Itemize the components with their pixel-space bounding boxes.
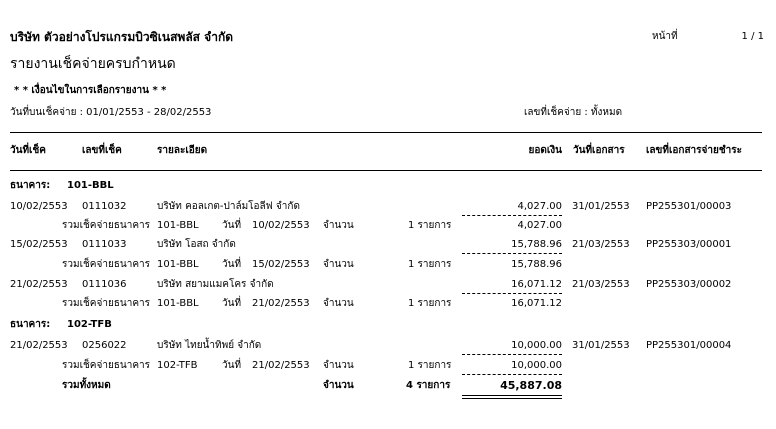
row-payee: บริษัท สยามแมคโคร จำกัด: [157, 279, 274, 290]
cheque-number-filter: เลขที่เช็คจ่าย : ทั้งหมด: [524, 107, 623, 118]
grand-total-label: รวมทั้งหมด: [62, 380, 111, 391]
row-amount: 4,027.00: [517, 201, 562, 212]
subtotal-label: รวมเช็คจ่ายธนาคาร: [62, 360, 151, 371]
subtotal-date-label: วันที่: [222, 360, 242, 371]
subtotal-rule: [462, 215, 562, 216]
subtotal-count: 1 รายการ: [408, 360, 452, 371]
row-document-date: 21/03/2553: [572, 279, 630, 290]
row-cheque-date: 21/02/2553: [10, 340, 68, 351]
condition-header: * * เงื่อนไขในการเลือกรายงาน * *: [14, 85, 167, 96]
grand-total-double-rule-1: [462, 395, 562, 396]
col-cheque-number: เลขที่เช็ค: [82, 145, 122, 156]
col-detail: รายละเอียด: [157, 145, 208, 156]
row-amount: 10,000.00: [511, 340, 562, 351]
subtotal-count-label: จำนวน: [323, 298, 354, 309]
subtotal-count: 1 รายการ: [408, 298, 452, 309]
grand-total-amount: 45,887.08: [500, 379, 562, 392]
bank-code: 102-TFB: [67, 319, 112, 330]
subtotal-date: 10/02/2553: [252, 220, 310, 231]
subtotal-label: รวมเช็คจ่ายธนาคาร: [62, 298, 151, 309]
row-cheque-number: 0256022: [82, 340, 127, 351]
subtotal-rule: [462, 354, 562, 355]
col-amount: ยอดเงิน: [528, 145, 562, 156]
row-amount: 15,788.96: [511, 239, 562, 250]
row-cheque-number: 0111036: [82, 279, 127, 290]
row-cheque-number: 0111033: [82, 239, 127, 250]
subtotal-amount: 10,000.00: [511, 360, 562, 371]
subtotal-date: 21/02/2553: [252, 298, 310, 309]
subtotal-amount: 4,027.00: [517, 220, 562, 231]
date-range-filter: วันที่บนเช็คจ่าย : 01/01/2553 - 28/02/2553: [10, 107, 212, 118]
row-amount: 16,071.12: [511, 279, 562, 290]
row-payee: บริษัท ไทยน้ำทิพย์ จำกัด: [157, 340, 262, 351]
row-cheque-number: 0111032: [82, 201, 127, 212]
subtotal-amount: 15,788.96: [511, 259, 562, 270]
subtotal-rule: [462, 293, 562, 294]
subtotal-date-label: วันที่: [222, 220, 242, 231]
row-document-number: PP255301/00003: [646, 201, 732, 212]
row-payee: บริษัท คอลเกต-ปาล์มโอลีฟ จำกัด: [157, 201, 300, 212]
subtotal-count-label: จำนวน: [323, 360, 354, 371]
col-cheque-date: วันที่เช็ค: [10, 145, 46, 156]
bank-label: ธนาคาร:: [10, 180, 51, 191]
row-cheque-date: 10/02/2553: [10, 201, 68, 212]
subtotal-date-label: วันที่: [222, 298, 242, 309]
grand-total-count-label: จำนวน: [323, 380, 354, 391]
row-document-number: PP255301/00004: [646, 340, 732, 351]
bank-code: 101-BBL: [67, 180, 114, 191]
subtotal-label: รวมเช็คจ่ายธนาคาร: [62, 259, 151, 270]
grand-total-count: 4 รายการ: [406, 380, 451, 391]
row-document-number: PP255303/00002: [646, 279, 732, 290]
subtotal-bank: 101-BBL: [157, 298, 199, 309]
subtotal-date-label: วันที่: [222, 259, 242, 270]
col-document-date: วันที่เอกสาร: [573, 145, 625, 156]
row-cheque-date: 21/02/2553: [10, 279, 68, 290]
row-document-date: 21/03/2553: [572, 239, 630, 250]
subtotal-date: 15/02/2553: [252, 259, 310, 270]
subtotal-date: 21/02/2553: [252, 360, 310, 371]
report-title: รายงานเช็คจ่ายครบกำหนด: [10, 56, 176, 72]
row-document-number: PP255303/00001: [646, 239, 732, 250]
page-number: 1 / 1: [741, 31, 764, 42]
col-document-number: เลขที่เอกสารจ่ายชำระ: [646, 145, 743, 156]
grand-total-double-rule-2: [462, 398, 562, 399]
row-document-date: 31/01/2553: [572, 201, 630, 212]
subtotal-count: 1 รายการ: [408, 220, 452, 231]
row-payee: บริษัท โอสถ จำกัด: [157, 239, 236, 250]
subtotal-count-label: จำนวน: [323, 220, 354, 231]
subtotal-bank: 101-BBL: [157, 220, 199, 231]
subtotal-bank: 102-TFB: [157, 360, 198, 371]
header-top-rule: [10, 132, 762, 133]
subtotal-count: 1 รายการ: [408, 259, 452, 270]
subtotal-bank: 101-BBL: [157, 259, 199, 270]
page-label: หน้าที่: [652, 31, 678, 42]
subtotal-amount: 16,071.12: [511, 298, 562, 309]
row-document-date: 31/01/2553: [572, 340, 630, 351]
subtotal-rule: [462, 253, 562, 254]
company-name: บริษัท ตัวอย่างโปรแกรมบิวซิเนสพลัส จำกัด: [10, 30, 234, 44]
header-bottom-rule: [10, 170, 762, 171]
row-cheque-date: 15/02/2553: [10, 239, 68, 250]
subtotal-label: รวมเช็คจ่ายธนาคาร: [62, 220, 151, 231]
grand-total-rule-top: [462, 374, 562, 375]
subtotal-count-label: จำนวน: [323, 259, 354, 270]
bank-label: ธนาคาร:: [10, 319, 51, 330]
